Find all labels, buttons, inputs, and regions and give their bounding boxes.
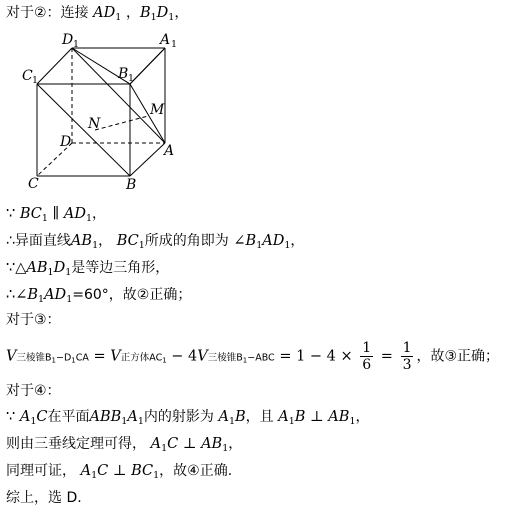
svg-text:1: 1 xyxy=(32,75,39,86)
label-m: M xyxy=(150,102,165,118)
cube-figure xyxy=(0,28,200,198)
fraction-one-sixth: $\frac{1}{6}$ xyxy=(362,340,372,373)
line-2: ∴异面直线$AB_1$， $BC_1$所成的角即为 $\angle B_1AD_1$， xyxy=(6,233,305,251)
line-8: ∵ $A_1C$在平面$ABB_1A_1$内的射影为 $A_1B$，且 $A_1B$ ⊥ $AB_1$， xyxy=(6,409,370,427)
intro-b-sub: 1 xyxy=(150,12,157,23)
conclusion-line: 综上，选 D. xyxy=(6,490,82,506)
line-1: ∵ $BC_1$ ∥ $AD_1$， xyxy=(6,206,106,224)
label-n: N xyxy=(88,116,101,132)
svg-text:1: 1 xyxy=(171,39,178,50)
intro-b: B xyxy=(139,5,151,21)
svg-text:1: 1 xyxy=(128,73,135,84)
line-7: 对于④： xyxy=(6,383,61,399)
line-3: $\because\triangle AB_1D_1$是等边三角形， xyxy=(6,260,170,278)
label-c1: C xyxy=(22,68,33,84)
svg-text:1: 1 xyxy=(73,39,80,50)
label-a: A xyxy=(164,143,175,159)
label-a1: A xyxy=(160,32,171,48)
volume-formula: V三棱锥B1−D1CA = V正方体AC1 − 4V三棱锥B1−ABC = 1 − 4 × $\frac{1}{6}$ = $\frac{1}{3}$ ，故③正确； xyxy=(6,340,500,373)
intro-comma: ， xyxy=(125,5,140,21)
line-5: 对于③： xyxy=(6,312,61,328)
intro-text: 对于②：连接 xyxy=(6,5,89,21)
intro-ad-sub: 1 xyxy=(115,12,122,23)
intro-d-sub: 1 xyxy=(168,12,175,23)
line-9: 则由三垂线定理可得， $A_1C$ ⊥ $AB_1$， xyxy=(6,436,243,454)
intro-line: 对于②：连接 $AD_1$ ，$B_1D_1$， xyxy=(6,5,189,23)
fraction-one-third: $\frac{1}{3}$ xyxy=(402,340,412,373)
label-b1: B xyxy=(118,66,129,82)
label-c: C xyxy=(28,176,39,192)
label-d: D xyxy=(60,134,72,150)
label-d1: D xyxy=(62,32,74,48)
line-4: $\therefore\angle B_1AD_1=60^\circ$，故②正确； xyxy=(6,287,192,305)
label-b: B xyxy=(126,177,137,193)
line-10: 同理可证， $A_1C$ ⊥ $BC_1$，故④正确. xyxy=(6,463,233,481)
intro-ad: AD xyxy=(93,5,116,21)
intro-d: D xyxy=(156,5,169,21)
